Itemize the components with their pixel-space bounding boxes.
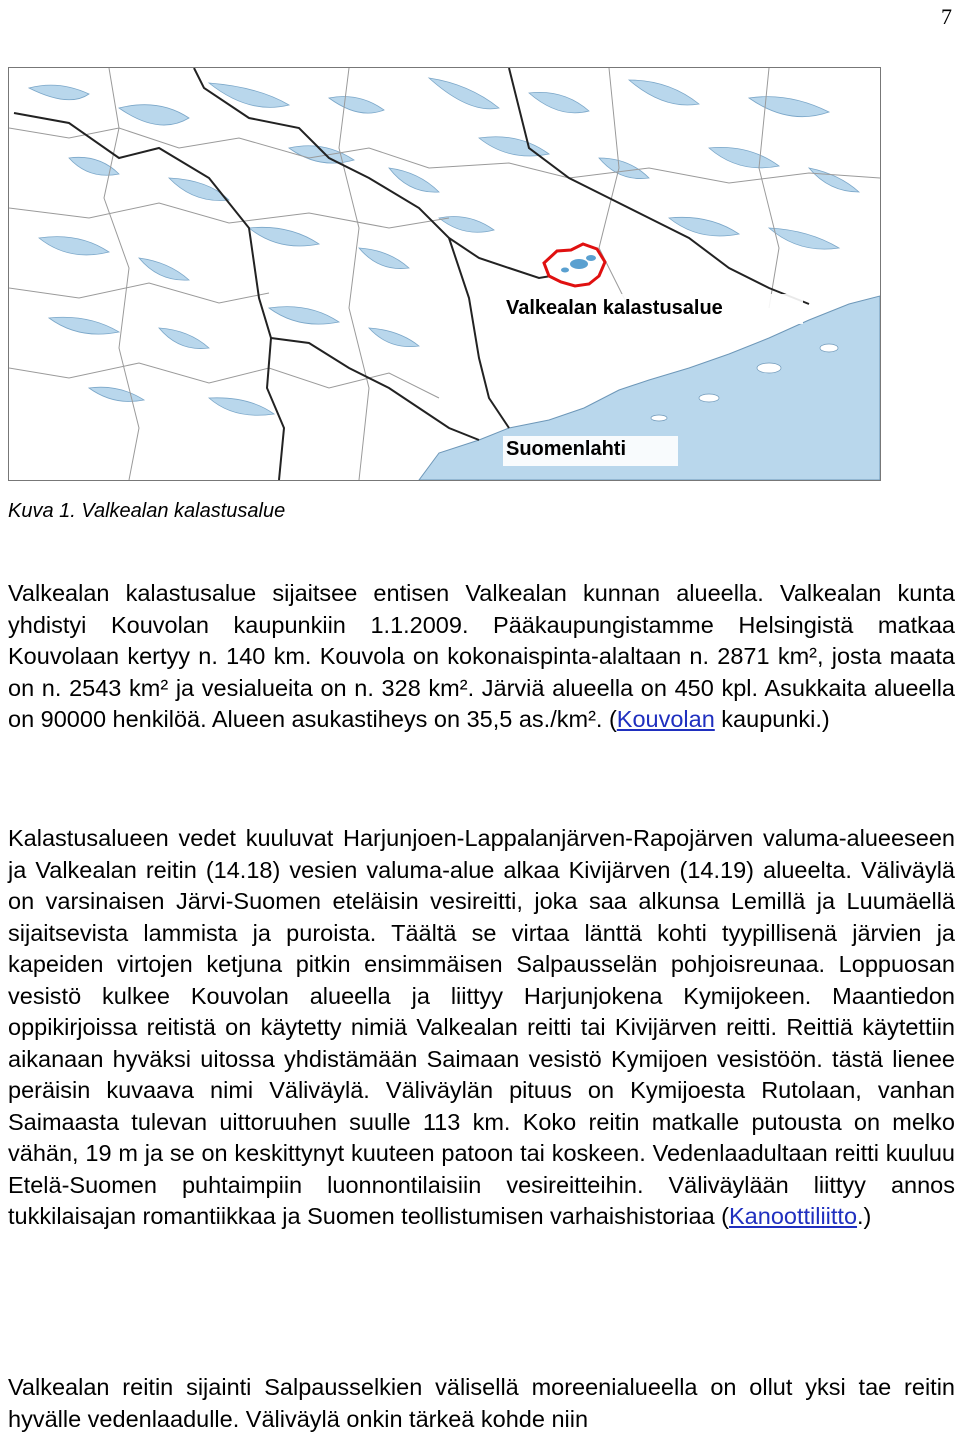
paragraph-2 <box>8 823 955 1233</box>
figure-caption: Kuva 1. Valkealan kalastusalue <box>8 500 286 522</box>
paragraph-2-text-b: .) <box>857 1203 872 1229</box>
map-label-area: Valkealan kalastusalue <box>506 297 723 319</box>
map-figure <box>8 67 881 481</box>
page-number: 7 <box>941 4 952 29</box>
paragraph-3-text: Valkealan reitin sijainti Salpausselkien välisellä moreenialueella on ollut yksi tae reitin hyvälle vedenlaadulle. Väliväylä onkin tärkeä kohde niin <box>8 1374 955 1432</box>
map-graphic <box>9 68 880 480</box>
kouvola-link[interactable]: Kouvolan <box>616 706 715 732</box>
paragraph-1-text-b: kaupunki.) <box>714 706 830 732</box>
paragraph-1-text-a: Valkealan kalastusalue sijaitsee entisen Valkealan kunnan alueella. Valkealan kunta yhdistyi Kouvolan kaupunkiin 1.1.2009. Pääkaupungistamme Helsingistä matkaa Kouvolaan kertyy n. 140 km. Kouvola on kokonaispinta-alaltaan n. 2871 km², josta maata on n. 2543 km² ja vesialueita on n. 328 km². Järviä alueella on 450 kpl. Asukkaita alueella on 90000 henkilöä. Alueen asukastiheys on 35,5 as./km². ( <box>8 580 955 732</box>
map-label-sea: Suomenlahti <box>506 438 627 460</box>
paragraph-1 <box>8 578 955 736</box>
paragraph-2-text-a: Kalastusalueen vedet kuuluvat Harjunjoen-Lappalanjärven-Rapojärven valuma-alueeseen ja Valkealan reitin (14.18) vesien valuma-alue alkaa Kivijärven (14.19) alueelta. Väliväylä on varsinaisen Järvi-Suomen eteläisin vesireitti, joka saa alkunsa Lemillä ja Luumäellä sijaitsevista lammista ja puroista. Täältä se virtaa länttä kohti tyypillisenä järvien ja kapeiden virtojen ketjuna pitkin ensimmäisen Salpausselän pohjoisreunaa. Loppuosan vesistö kulkee Kouvolan alueella ja liittyy Harjunjokena Kymijokeen. Maantiedon oppikirjoissa reitistä on käytetty nimiä Valkealan reitti tai Kivijärven reitti. Reittiä käytettiin aikanaan hyväksi uitossa yhdistämään Saimaan vesistö Kymijoen vesistöön. tästä lienee peräisin kuvaava nimi Väliväylä. Väliväylän pituus on Kymijoesta Rutolaan, vanhan Saimaasta tulevan uittoruuhen suulle 113 km. Koko reitin matkalle putousta on melko vähän, 19 m ja se on keskittynyt kuuteen patoon tai koskeen. Vedenlaadultaan reitti kuuluu Etelä-Suomen puhtaimpiin luonnontilaisiin vesireitteihin. Väliväylään liittyy annos tukkilaisajan romantiikkaa ja Suomen teollistumisen varhaishistoriaa ( <box>8 825 955 1229</box>
kanoottiliitto-link[interactable]: Kanoottiliitto <box>729 1203 858 1229</box>
paragraph-3 <box>8 1372 955 1435</box>
